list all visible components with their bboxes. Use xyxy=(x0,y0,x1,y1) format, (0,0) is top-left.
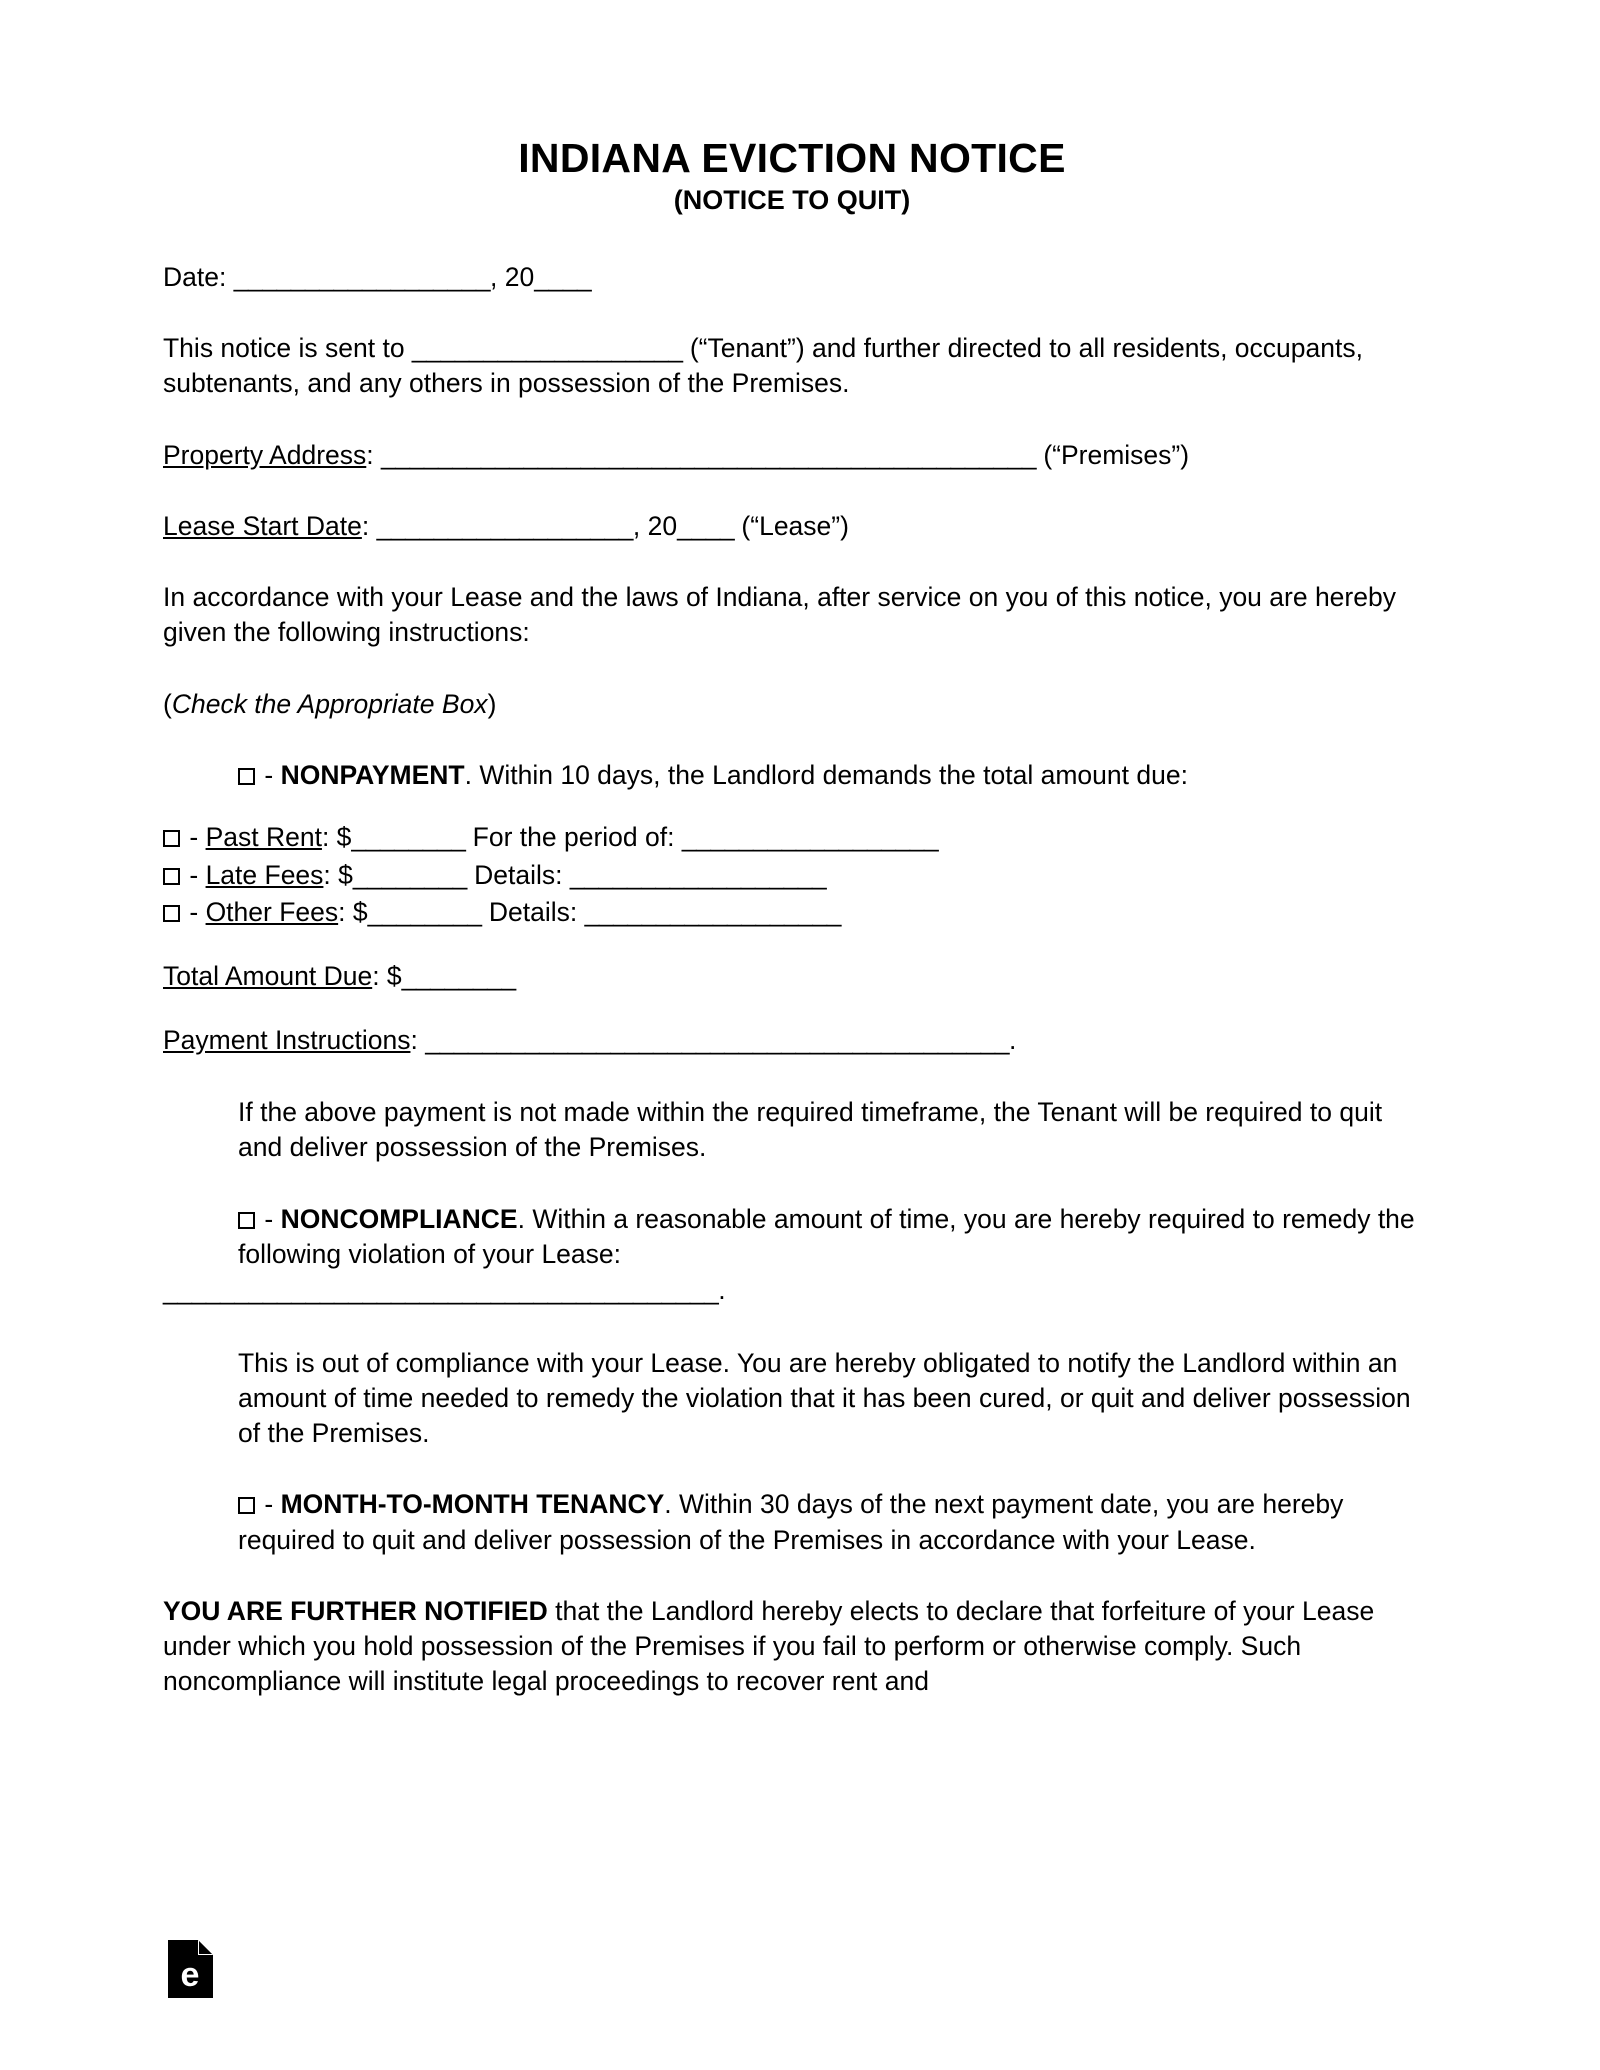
late-fees-amount-blank[interactable]: ________ xyxy=(352,859,467,890)
past-rent-colon: : $ xyxy=(321,822,352,853)
late-fees-detail-label: Details: xyxy=(466,859,570,890)
total-amount-due-label: Total Amount Due xyxy=(163,960,373,991)
further-notice-label: YOU ARE FURTHER NOTIFIED xyxy=(163,1595,548,1626)
eforms-logo-letter: e xyxy=(180,1956,200,1994)
page-title: INDIANA EVICTION NOTICE xyxy=(518,135,1066,181)
lease-start-date-label: Lease Start Date xyxy=(163,510,362,541)
month-to-month-label: MONTH-TO-MONTH TENANCY xyxy=(280,1489,665,1520)
lease-start-date-line xyxy=(163,509,1421,544)
payment-instructions-line xyxy=(163,1022,1421,1060)
total-amount-due-line xyxy=(163,958,1421,996)
noncompliance-dash: - xyxy=(257,1203,281,1234)
other-fees-detail-blank[interactable]: __________________ xyxy=(584,897,841,928)
lease-start-date-separator: , 20 xyxy=(632,510,678,541)
notice-sent-lead: This notice is sent to xyxy=(163,333,412,364)
other-fees-line xyxy=(163,894,1421,932)
date-blank[interactable]: __________________ xyxy=(233,261,491,292)
lease-start-year-blank[interactable]: ____ xyxy=(677,510,735,541)
payment-instructions-label: Payment Instructions xyxy=(163,1024,411,1055)
nonpayment-consequence-paragraph: If the above payment is not made within the required timeframe, the Tenant will be required to quit and deliver possession of the Premises. xyxy=(238,1097,1383,1163)
nonpayment-checkbox[interactable] xyxy=(238,768,255,785)
notice-sent-paragraph xyxy=(163,331,1421,401)
nonpayment-text: . Within 10 days, the Landlord demands the total amount due: xyxy=(464,759,1188,790)
other-fees-detail-label: Details: xyxy=(481,897,585,928)
accordance-paragraph: In accordance with your Lease and the laws of Indiana, after service on you of this notice, you are hereby given the following instructions: xyxy=(163,582,1396,648)
eforms-document-icon xyxy=(168,1940,213,1998)
late-fees-detail-blank[interactable]: __________________ xyxy=(569,859,827,890)
violation-period: . xyxy=(718,1275,726,1306)
late-fees-dash: - xyxy=(182,859,206,890)
open-paren: ( xyxy=(163,688,172,719)
noncompliance-checkbox[interactable] xyxy=(238,1212,255,1229)
other-fees-label: Other Fees xyxy=(205,897,339,928)
notice-sent-rest: (“Tenant”) and further directed to all residents, occupants, subtenants, and any others in possession of the Premises. xyxy=(163,333,1363,399)
other-fees-amount-blank[interactable]: ________ xyxy=(367,897,482,928)
month-to-month-checkbox[interactable] xyxy=(238,1497,255,1514)
past-rent-dash: - xyxy=(182,822,206,853)
eforms-logo xyxy=(168,1940,213,1998)
late-fees-line xyxy=(163,857,1421,895)
nonpayment-option xyxy=(238,758,1421,793)
payment-instructions-blank[interactable]: _________________________________________ xyxy=(425,1024,1009,1055)
property-address-line xyxy=(163,438,1421,473)
property-address-label: Property Address xyxy=(163,439,367,470)
violation-blank-line xyxy=(163,1272,1421,1310)
lease-start-date-suffix: (“Lease”) xyxy=(734,510,849,541)
property-address-suffix: (“Premises”) xyxy=(1035,439,1190,470)
lease-start-date-colon: : xyxy=(361,510,377,541)
past-rent-detail-label: For the period of: xyxy=(465,822,682,853)
further-notice-text: that the Landlord hereby elects to declare that forfeiture of your Lease under which you hold possession of the Premises if you fail to perform or otherwise comply. Such noncompliance will institute legal proceedings to recover rent and xyxy=(163,1595,1375,1697)
other-fees-colon: : $ xyxy=(338,897,368,928)
noncompliance-followup-paragraph: This is out of compliance with your Lease. You are hereby obligated to notify the Landlord within an amount of time needed to remedy the violation that it has been cured, or quit and deliver possession of the Premises. xyxy=(238,1347,1411,1449)
past-rent-checkbox[interactable] xyxy=(163,830,180,847)
late-fees-checkbox[interactable] xyxy=(163,868,180,885)
close-paren: ) xyxy=(487,688,497,719)
date-label: Date: xyxy=(163,261,227,292)
other-fees-dash: - xyxy=(182,897,206,928)
property-address-colon: : xyxy=(366,439,382,470)
noncompliance-option xyxy=(238,1202,1421,1272)
nonpayment-label: NONPAYMENT xyxy=(280,759,465,790)
month-to-month-dash: - xyxy=(257,1489,281,1520)
payment-instructions-period: . xyxy=(1008,1024,1017,1055)
payment-instructions-colon: : xyxy=(410,1024,426,1055)
violation-blank[interactable]: _______________________________________ xyxy=(163,1275,719,1306)
month-to-month-option xyxy=(238,1487,1421,1557)
total-amount-due-colon: : $ xyxy=(372,960,402,991)
past-rent-line xyxy=(163,819,1421,857)
late-fees-colon: : $ xyxy=(323,859,353,890)
further-notice-paragraph xyxy=(163,1594,1421,1700)
nonpayment-dash: - xyxy=(257,759,281,790)
total-amount-due-blank[interactable]: ________ xyxy=(401,960,516,991)
lease-start-date-blank[interactable]: __________________ xyxy=(376,510,633,541)
past-rent-amount-blank[interactable]: ________ xyxy=(351,822,466,853)
past-rent-period-blank[interactable]: __________________ xyxy=(681,822,939,853)
page-subtitle: (NOTICE TO QUIT) xyxy=(673,185,911,216)
past-rent-label: Past Rent xyxy=(205,822,322,853)
late-fees-label: Late Fees xyxy=(205,859,324,890)
date-year-blank[interactable]: ____ xyxy=(534,261,592,292)
property-address-blank[interactable]: ______________________________________________ xyxy=(381,439,1036,470)
check-box-instruction-text: Check the Appropriate Box xyxy=(171,688,488,719)
date-separator: , 20 xyxy=(490,261,535,292)
date-line xyxy=(163,260,1421,295)
tenant-name-blank[interactable]: ___________________ xyxy=(411,333,683,364)
month-to-month-text: . Within 30 days of the next payment date, you are hereby required to quit and deliver possession of the Premises in accordance with your Lease. xyxy=(238,1489,1344,1555)
check-box-instruction xyxy=(163,687,1421,722)
noncompliance-text: . Within a reasonable amount of time, you are hereby required to remedy the following violation of your Lease: xyxy=(238,1203,1415,1269)
noncompliance-label: NONCOMPLIANCE xyxy=(280,1203,518,1234)
other-fees-checkbox[interactable] xyxy=(163,905,180,922)
document-body xyxy=(163,136,1421,1700)
